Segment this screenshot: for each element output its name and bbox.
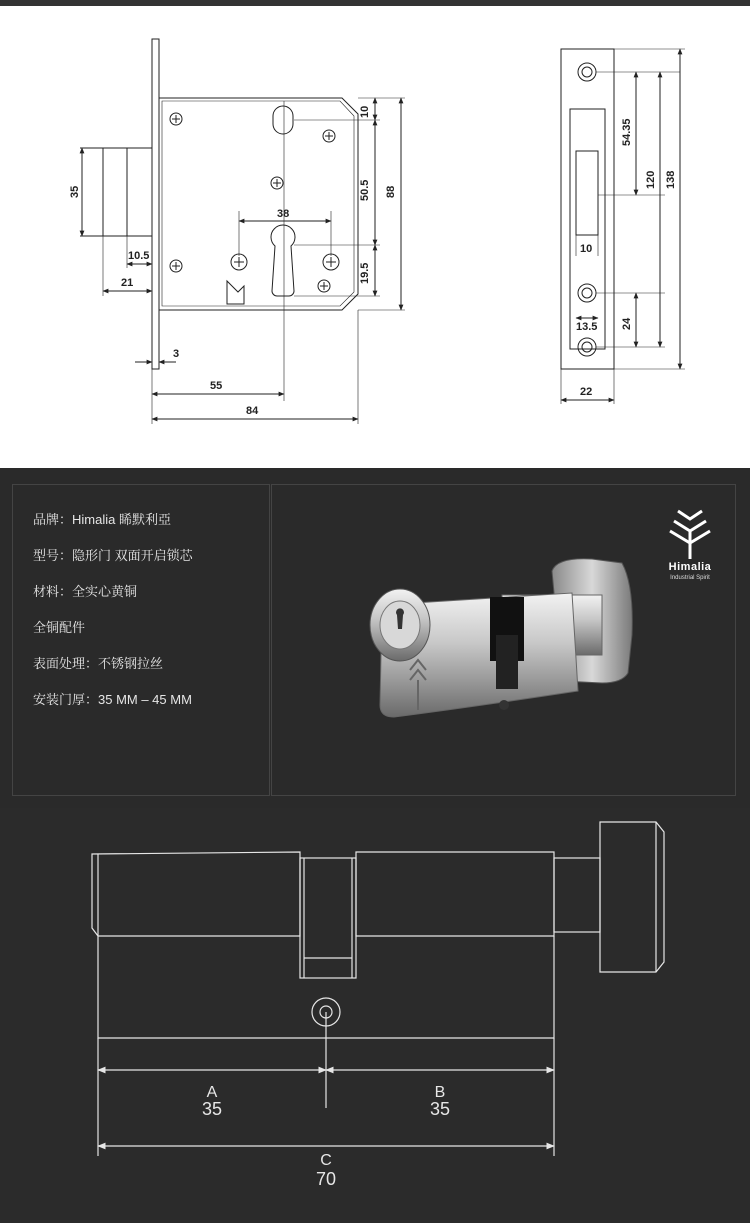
- dim-b-value: 35: [429, 1099, 451, 1119]
- dim-c-label: C: [320, 1152, 332, 1169]
- dim-35: 35: [69, 185, 81, 198]
- dim-138: 138: [665, 170, 677, 189]
- spindle-slot: [273, 106, 293, 134]
- spec-model: 型号：隐形门 双面开启锁芯: [33, 548, 193, 563]
- himalia-logo-icon: [650, 503, 730, 561]
- spec-fittings: 全铜配件: [33, 620, 86, 635]
- lock-body-technical-drawing: [0, 6, 750, 468]
- dim-faceplate-10: 10: [580, 243, 593, 255]
- cylinder-dimension-drawing: [0, 808, 750, 1223]
- dim-b-label: B: [434, 1084, 446, 1101]
- dim-54-35: 54.35: [621, 118, 633, 146]
- turn-shaft-outline: [554, 858, 600, 932]
- dim-c-value: 70: [315, 1169, 337, 1189]
- dim-21: 21: [121, 277, 134, 289]
- dim-120: 120: [645, 170, 657, 189]
- dim-3: 3: [173, 348, 180, 360]
- logo-name: Himalia: [668, 561, 712, 573]
- lock-faceplate: [152, 39, 159, 369]
- dim-a-label: A: [206, 1084, 218, 1101]
- cylinder-hole: [271, 225, 295, 296]
- lock-drawing-svg: [0, 6, 750, 468]
- right-cylinder-half: [356, 852, 554, 936]
- spec-section: [0, 468, 750, 808]
- dim-13-5: 13.5: [576, 321, 598, 333]
- spec-door-thickness: 安装门厚：35 MM – 45 MM: [33, 692, 192, 707]
- faceplate-screws: [578, 63, 596, 356]
- faceplate-inner: [570, 109, 605, 349]
- latch-window: [576, 151, 598, 235]
- logo-tagline: Industrial Spirit: [670, 575, 710, 581]
- brand-logo: [650, 503, 730, 593]
- cylinder-drawing-svg: [0, 808, 750, 1223]
- notch: [227, 281, 244, 304]
- dim-19-5: 19.5: [359, 262, 371, 284]
- screw-hole: [499, 700, 509, 710]
- dim-88: 88: [385, 185, 397, 198]
- spec-finish: 表面处理：不锈钢拉丝: [33, 656, 164, 671]
- dim-a-value: 35: [201, 1099, 223, 1119]
- thumb-turn-outline: [600, 822, 664, 972]
- dim-84: 84: [246, 405, 259, 417]
- dim-50-5: 50.5: [359, 179, 371, 201]
- spec-list-box: [12, 484, 270, 796]
- dim-38: 38: [277, 208, 290, 220]
- spec-brand: 品牌：Himalia 睎默利亞: [33, 512, 171, 527]
- dim-10-5: 10.5: [128, 250, 150, 262]
- cam-outline: [300, 858, 356, 978]
- dim-10: 10: [359, 105, 371, 118]
- dim-22: 22: [580, 386, 593, 398]
- left-cylinder-half: [92, 852, 300, 936]
- cam-tail: [496, 635, 518, 689]
- screw-holes: [170, 113, 339, 292]
- dim-24: 24: [621, 317, 633, 330]
- dim-55: 55: [210, 380, 223, 392]
- spec-material: 材料：全实心黄铜: [33, 584, 138, 599]
- product-photo-box: [271, 484, 736, 796]
